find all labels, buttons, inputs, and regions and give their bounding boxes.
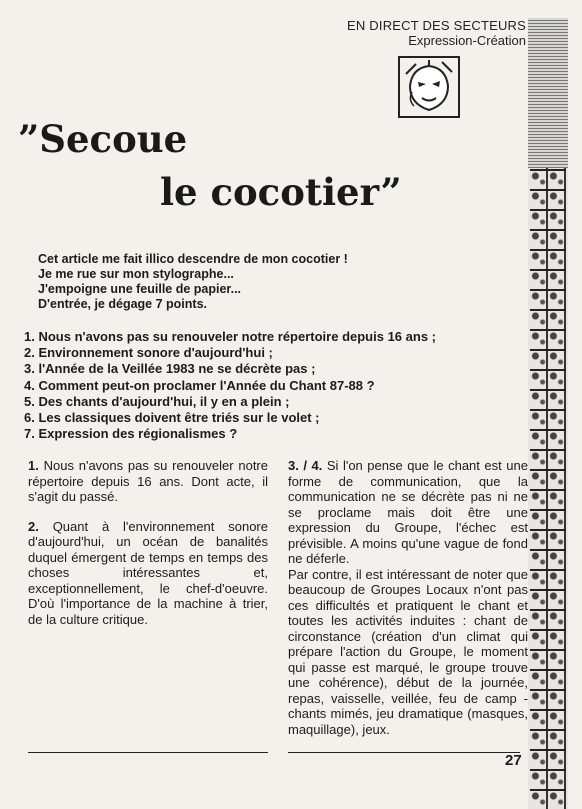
point-item: 5. Des chants d'aujourd'hui, il y en a plein ; xyxy=(24,393,290,409)
page-number: 27 xyxy=(505,752,522,769)
points-list xyxy=(24,329,524,442)
point-item: 1. Nous n'avons pas su renouveler notre répertoire depuis 16 ans ; xyxy=(24,329,436,344)
strip-hatched-band xyxy=(528,18,568,168)
section-title: EN DIRECT DES SECTEURS xyxy=(347,18,526,33)
left-footer-rule xyxy=(28,752,268,753)
paragraph-text: Si l'on pense que le chant est une forme de communication, que la communication ne se décrète pas ni ne se proclame mais doit être une expression du Groupe, l'échec est prévisible. A moins qu'une vague de fond ne déferle. xyxy=(288,458,528,566)
paragraph-text: Nous n'avons pas su renouveler notre répertoire depuis 16 ans. Dont acte, il s'agit du passé. xyxy=(28,458,268,504)
section-subtitle: Expression-Création xyxy=(408,33,526,48)
paragraph-number: 2. xyxy=(28,518,39,534)
decorative-tile-strip xyxy=(528,18,568,809)
left-column xyxy=(28,458,268,627)
point-item: 2. Environnement sonore d'aujourd'hui ; xyxy=(24,345,273,361)
paragraph-text: Par contre, il est intéressant de noter que beaucoup de Groupes Locaux n'ont pas ces difficultés et pratiquent le chant et toutes les activités induites : chant de circonstance (création d'un climat qui prépare l'action du Groupe, le moment qui passe est marqué, le groupe trouve une cohérence), début de la journée, repas, vaisselle, veillée, feu de camp - chants mimés, jeu dramatique (masques, maquillage), jeux. xyxy=(288,566,528,737)
paragraph-text: Quant à l'environnement sonore d'aujourd'hui, un océan de banalités duquel émergent de temps en temps des choses intéressantes et, exceptionnellement, le chef-d'oeuvre. D'où l'importance de la machine à trier, de la culture critique. xyxy=(28,518,268,627)
strip-icon-tiles xyxy=(530,168,566,809)
right-paragraph-2 xyxy=(288,567,528,738)
point-item: 3. l'Année de la Veillée 1983 ne se décrète pas ; xyxy=(24,361,316,377)
intro-line: D'entrée, je dégage 7 points. xyxy=(38,297,207,311)
point-item: 4. Comment peut-on proclamer l'Année du Chant 87-88 ? xyxy=(24,377,375,393)
section-header xyxy=(347,18,526,48)
mask-face-icon xyxy=(398,56,460,118)
intro-line: J'empoigne une feuille de papier... xyxy=(38,282,242,296)
left-paragraph-1 xyxy=(28,458,268,505)
headline-line-2: le cocotier” xyxy=(160,170,402,214)
intro-line: Je me rue sur mon stylographe... xyxy=(38,267,234,281)
left-paragraph-2 xyxy=(28,519,268,628)
right-paragraph-1 xyxy=(288,458,528,567)
point-item: 7. Expression des régionalismes ? xyxy=(24,426,238,442)
intro-paragraph xyxy=(38,252,478,312)
intro-line: Cet article me fait illico descendre de mon cocotier ! xyxy=(38,252,348,266)
right-footer-rule xyxy=(288,752,520,753)
paragraph-number: 3. / 4. xyxy=(288,458,323,473)
right-column xyxy=(288,458,528,737)
point-item: 6. Les classiques doivent être triés sur le volet ; xyxy=(24,410,320,426)
headline-line-1: ”Secoue xyxy=(18,117,188,161)
paragraph-number: 1. xyxy=(28,458,39,473)
